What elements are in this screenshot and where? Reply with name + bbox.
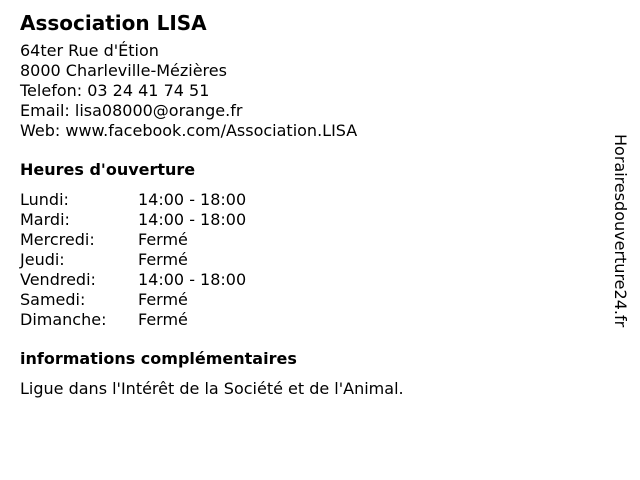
listing-card xyxy=(20,9,600,399)
additional-info-text: Ligue dans l'Intérêt de la Société et de l'Animal. xyxy=(20,379,404,398)
opening-hours-table xyxy=(20,190,600,330)
additional-info-heading: informations complémentaires xyxy=(20,349,297,368)
website-line[interactable]: Web: www.facebook.com/Association.LISA xyxy=(20,121,358,140)
hours-value: Fermé xyxy=(138,290,188,309)
hours-row-sunday xyxy=(20,310,600,330)
hours-row-friday xyxy=(20,270,600,290)
site-brand-vertical: Horairesdouverture24.fr xyxy=(611,134,630,328)
day-label: Samedi: xyxy=(20,290,86,309)
email-line[interactable]: Email: lisa08000@orange.fr xyxy=(20,101,243,120)
hours-value: Fermé xyxy=(138,310,188,329)
hours-value: Fermé xyxy=(138,230,188,249)
day-label: Mardi: xyxy=(20,210,70,229)
hours-row-tuesday xyxy=(20,210,600,230)
day-label: Vendredi: xyxy=(20,270,96,289)
address-line-street: 64ter Rue d'Étion xyxy=(20,41,159,60)
hours-row-thursday xyxy=(20,250,600,270)
day-label: Jeudi: xyxy=(20,250,65,269)
listing-title: Association LISA xyxy=(20,11,207,35)
opening-hours-heading: Heures d'ouverture xyxy=(20,160,196,179)
hours-value: 14:00 - 18:00 xyxy=(138,270,247,289)
hours-value: 14:00 - 18:00 xyxy=(138,210,247,229)
hours-row-wednesday xyxy=(20,230,600,250)
phone-line[interactable]: Telefon: 03 24 41 74 51 xyxy=(20,81,210,100)
hours-row-monday xyxy=(20,190,600,210)
day-label: Dimanche: xyxy=(20,310,107,329)
day-label: Lundi: xyxy=(20,190,69,209)
hours-row-saturday xyxy=(20,290,600,310)
address-line-city: 8000 Charleville-Mézières xyxy=(20,61,227,80)
hours-value: 14:00 - 18:00 xyxy=(138,190,247,209)
hours-value: Fermé xyxy=(138,250,188,269)
day-label: Mercredi: xyxy=(20,230,95,249)
